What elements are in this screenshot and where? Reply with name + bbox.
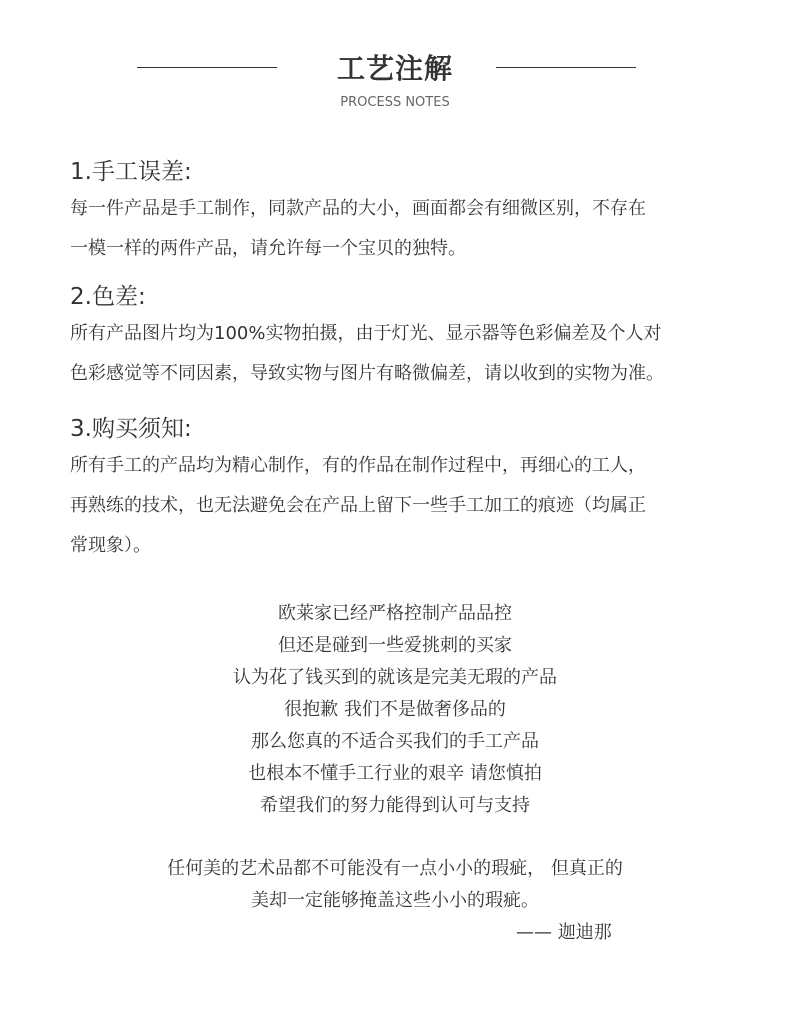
statement-line: 那么您真的不适合买我们的手工产品 [251, 731, 539, 752]
section-text-line: 色彩感觉等不同因素，导致实物与图片有略微偏差，请以收到的实物为准。 [70, 363, 664, 384]
statement-line: 认为花了钱买到的就该是完美无瑕的产品 [233, 667, 557, 688]
section-handmade-error [70, 155, 730, 269]
section-purchase-notice [70, 412, 730, 566]
statement-line: 希望我们的努力能得到认可与支持 [260, 795, 530, 816]
section-text-line: 一模一样的两件产品，请允许每一个宝贝的独特。 [70, 238, 466, 259]
section-color-difference [70, 280, 730, 394]
statement-line: 也根本不懂手工行业的艰辛 请您慎拍 [248, 763, 542, 784]
closing-quote [0, 853, 790, 917]
quote-line: 美却一定能够掩盖这些小小的瑕疵。 [251, 890, 539, 911]
section-heading: 2.色差: [70, 284, 146, 310]
section-text-line: 每一件产品是手工制作，同款产品的大小，画面都会有细微区别，不存在 [70, 198, 646, 219]
section-text-line: 所有产品图片均为100%实物拍摄，由于灯光、显示器等色彩偏差及个人对 [70, 323, 662, 344]
statement-line: 欧莱家已经严格控制产品品控 [278, 603, 512, 624]
centered-statement [0, 598, 790, 822]
statement-line: 但还是碰到一些爱挑刺的买家 [278, 635, 512, 656]
page-title: 工艺注解 [336, 52, 453, 85]
section-text-line: 常现象）。 [70, 535, 151, 556]
quote-line: 任何美的艺术品都不可能没有一点小小的瑕疵， 但真正的 [167, 858, 623, 879]
quote-author: —— 迦迪那 [516, 922, 612, 943]
section-heading: 1.手工误差: [70, 159, 192, 185]
section-heading: 3.购买须知: [70, 416, 192, 442]
statement-line: 很抱歉 我们不是做奢侈品的 [284, 699, 506, 720]
page-header [0, 48, 790, 112]
section-text-line: 所有手工的产品均为精心制作，有的作品在制作过程中，再细心的工人， [70, 455, 646, 476]
page-subtitle: PROCESS NOTES [340, 95, 450, 110]
section-text-line: 再熟练的技术，也无法避免会在产品上留下一些手工加工的痕迹（均属正 [70, 495, 646, 516]
